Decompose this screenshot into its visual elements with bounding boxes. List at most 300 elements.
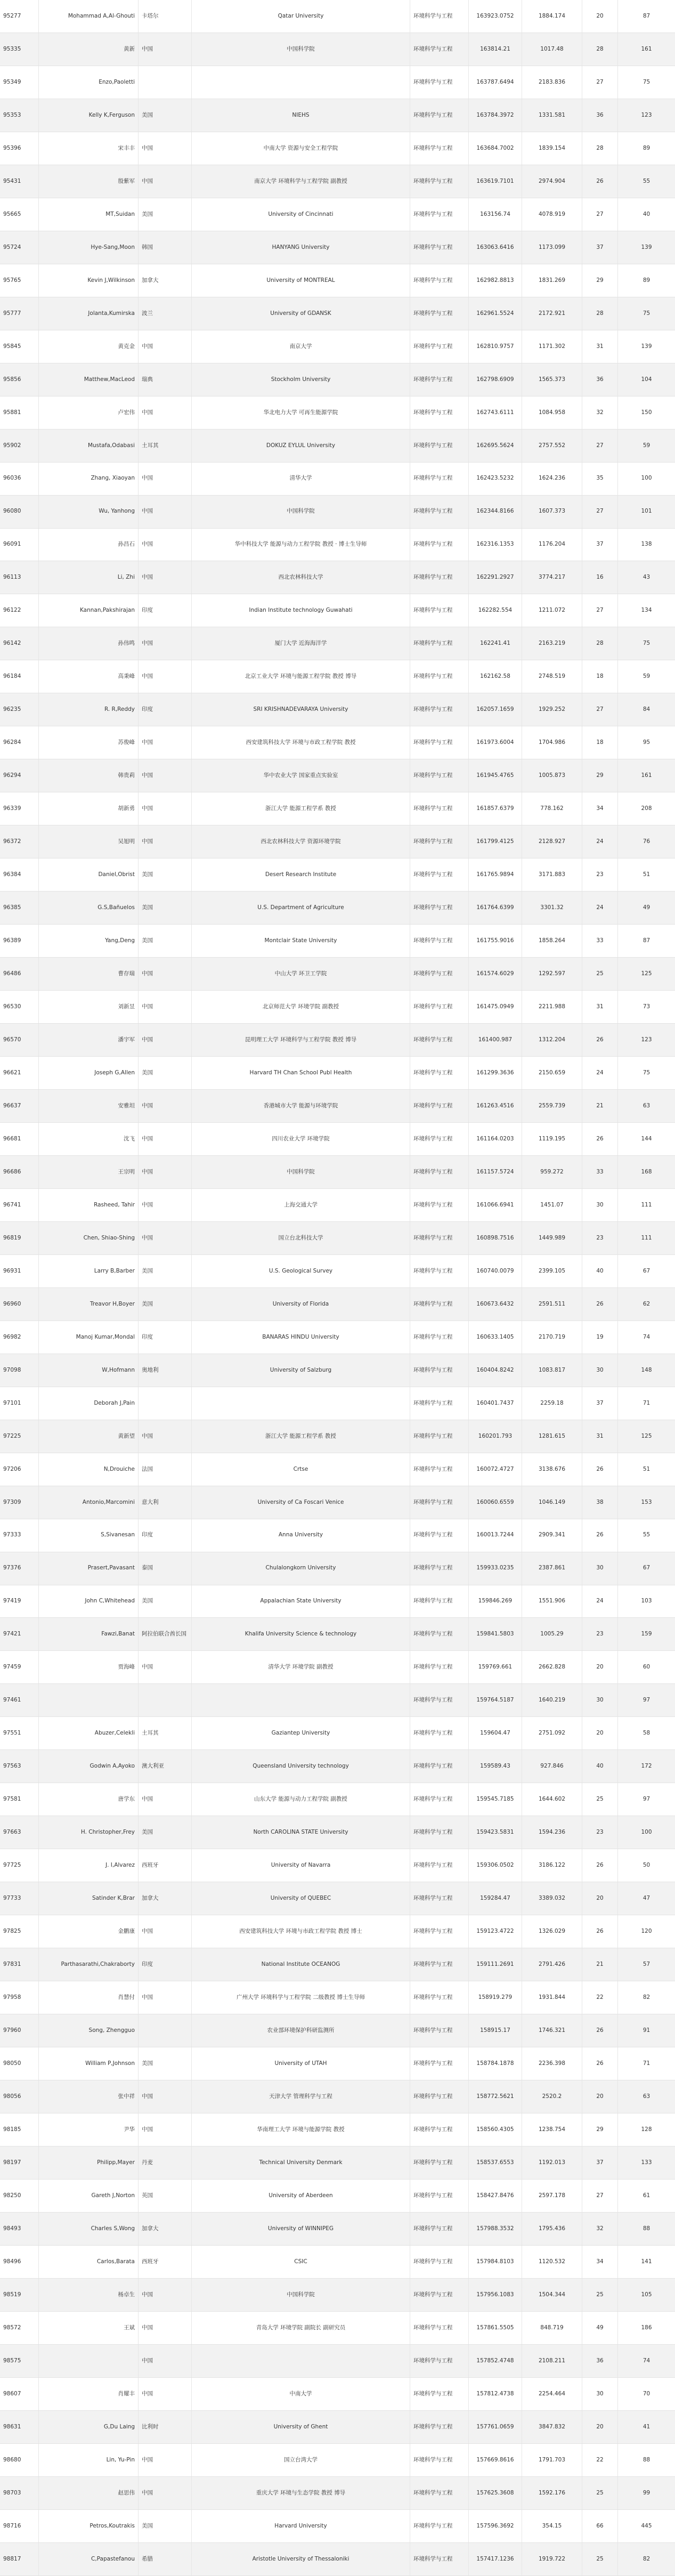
table-row xyxy=(0,2378,675,2411)
country-cell: 中国 xyxy=(139,792,192,825)
row-id-cell: 97461 xyxy=(0,1684,39,1716)
rank-cell: 139 xyxy=(641,244,652,250)
row-id-cell: 95335 xyxy=(0,33,39,66)
rank-cell: 58 xyxy=(643,1730,650,1737)
score-cell: 158537.6553 xyxy=(469,2146,522,2179)
score-cell: 161157.5724 xyxy=(469,1156,522,1188)
h-index-cell: 27 xyxy=(582,198,618,231)
field-cell: 环境科学与工程 xyxy=(410,1750,469,1783)
row-id-cell: 97225 xyxy=(0,1420,39,1453)
rank-cell: 40 xyxy=(643,210,650,217)
country-cell: 加拿大 xyxy=(139,1882,192,1915)
table-row xyxy=(0,1585,675,1618)
scholar-name-cell: Larry B,Barber xyxy=(39,1255,139,1287)
rank-cell: 51 xyxy=(643,871,650,878)
rank-cell: 103 xyxy=(641,1598,652,1605)
field-cell: 环境科学与工程 xyxy=(410,627,469,660)
scholar-name-cell: 黄克金 xyxy=(39,330,139,363)
institution-cell: 香港城市大学 能源与环境学院 xyxy=(192,1090,410,1122)
field-cell: 环境科学与工程 xyxy=(410,1057,469,1089)
institution-cell: Chulalongkorn University xyxy=(192,1552,410,1585)
row-id-cell: 97725 xyxy=(0,1849,39,1882)
citations-cell: 3171.883 xyxy=(522,858,582,891)
field-cell: 环境科学与工程 xyxy=(410,1915,469,1948)
field-cell: 环境科学与工程 xyxy=(410,132,469,165)
field-cell: 环境科学与工程 xyxy=(410,858,469,891)
scholar-name-cell: 刘新昱 xyxy=(39,991,139,1023)
country-cell: 中国 xyxy=(139,2080,192,2113)
field-cell: 环境科学与工程 xyxy=(410,2312,469,2344)
field-cell: 环境科学与工程 xyxy=(410,297,469,330)
institution-cell: 华中农业大学 国家重点实验室 xyxy=(192,759,410,792)
table-row xyxy=(0,2246,675,2279)
country-cell: 泰国 xyxy=(139,1552,192,1585)
h-index-cell: 31 xyxy=(582,1420,618,1453)
scholar-name-cell: Yang,Deng xyxy=(39,925,139,957)
institution-cell xyxy=(192,66,410,99)
citations-cell: 1565.373 xyxy=(522,363,582,396)
score-cell: 162961.5524 xyxy=(469,297,522,330)
citations-cell: 1119.195 xyxy=(522,1123,582,1155)
institution-cell: Aristotle University of Thessaloniki xyxy=(192,2543,410,2575)
h-index-cell: 24 xyxy=(582,1057,618,1089)
h-index-cell: 28 xyxy=(582,33,618,66)
score-cell: 158784.1878 xyxy=(469,2047,522,2080)
country-cell: 丹麦 xyxy=(139,2146,192,2179)
rank-cell: 125 xyxy=(641,1432,652,1439)
rank-cell: 75 xyxy=(643,310,650,317)
country-cell xyxy=(139,2014,192,2047)
country-cell: 美国 xyxy=(139,892,192,924)
field-cell: 环境科学与工程 xyxy=(410,561,469,594)
table-row xyxy=(0,1849,675,1882)
field-cell: 环境科学与工程 xyxy=(410,1618,469,1650)
field-cell: 环境科学与工程 xyxy=(410,2180,469,2212)
scholar-name-cell: 王斌 xyxy=(39,2312,139,2344)
citations-cell: 1238.754 xyxy=(522,2113,582,2146)
score-cell: 158919.279 xyxy=(469,1981,522,2014)
scholar-name-cell: 苏俊峰 xyxy=(39,726,139,759)
score-cell: 163156.74 xyxy=(469,198,522,231)
country-cell: 西班牙 xyxy=(139,2246,192,2278)
institution-cell: BANARAS HINDU University xyxy=(192,1321,410,1354)
institution-cell: 中国科学院 xyxy=(192,496,410,528)
row-id-cell: 96113 xyxy=(0,561,39,594)
field-cell: 环境科学与工程 xyxy=(410,1222,469,1254)
field-cell: 环境科学与工程 xyxy=(410,726,469,759)
score-cell: 162810.9757 xyxy=(469,330,522,363)
scholar-name-cell: Abuzer,Celekli xyxy=(39,1717,139,1749)
citations-cell: 2236.398 xyxy=(522,2047,582,2080)
field-cell: 环境科学与工程 xyxy=(410,1453,469,1486)
institution-cell: 厦门大学 近海海洋学 xyxy=(192,627,410,660)
institution-cell xyxy=(192,1684,410,1716)
field-cell: 环境科学与工程 xyxy=(410,825,469,858)
institution-cell xyxy=(192,1387,410,1420)
field-cell: 环境科学与工程 xyxy=(410,2345,469,2377)
citations-cell: 778.162 xyxy=(522,792,582,825)
table-row xyxy=(0,2146,675,2180)
field-cell: 环境科学与工程 xyxy=(410,1849,469,1882)
citations-cell: 2150.659 xyxy=(522,1057,582,1089)
rank-cell: 134 xyxy=(641,607,652,614)
institution-cell: 广州大学 环境科学与工程学院 二级教授 博士生导师 xyxy=(192,1981,410,2014)
scholar-name-cell: Enzo,Paoletti xyxy=(39,66,139,99)
institution-cell: Anna University xyxy=(192,1519,410,1552)
scholar-name-cell: Treavor H,Boyer xyxy=(39,1288,139,1321)
citations-cell: 354.15 xyxy=(522,2510,582,2542)
citations-cell: 2254.464 xyxy=(522,2378,582,2410)
row-id-cell: 97421 xyxy=(0,1618,39,1650)
score-cell: 158915.17 xyxy=(469,2014,522,2047)
table-row xyxy=(0,1189,675,1222)
rank-cell: 63 xyxy=(643,1102,650,1109)
row-id-cell: 97459 xyxy=(0,1651,39,1683)
field-cell: 环境科学与工程 xyxy=(410,2047,469,2080)
h-index-cell: 26 xyxy=(582,1288,618,1321)
score-cell: 157956.1083 xyxy=(469,2279,522,2311)
citations-cell: 1084.958 xyxy=(522,396,582,429)
citations-cell: 2520.2 xyxy=(522,2080,582,2113)
field-cell: 环境科学与工程 xyxy=(410,1882,469,1915)
table-row xyxy=(0,1321,675,1354)
institution-cell: University of Ca Foscari Venice xyxy=(192,1486,410,1519)
citations-cell: 1858.264 xyxy=(522,925,582,957)
rank-cell: 445 xyxy=(641,2522,652,2529)
h-index-cell: 30 xyxy=(582,1189,618,1221)
field-cell: 环境科学与工程 xyxy=(410,1684,469,1716)
citations-cell: 2757.552 xyxy=(522,430,582,462)
scholar-name-cell: 孙伟鸣 xyxy=(39,627,139,660)
scholar-name-cell: Joseph G,Allen xyxy=(39,1057,139,1089)
table-row xyxy=(0,2279,675,2312)
institution-cell: 农业部环境保护科研监测所 xyxy=(192,2014,410,2047)
scholar-name-cell: 赵思伟 xyxy=(39,2477,139,2509)
country-cell: 中国 xyxy=(139,825,192,858)
institution-cell: University of GDANSK xyxy=(192,297,410,330)
rank-cell: 111 xyxy=(641,1201,652,1208)
country-cell: 加拿大 xyxy=(139,264,192,297)
row-id-cell: 98050 xyxy=(0,2047,39,2080)
field-cell: 环境科学与工程 xyxy=(410,198,469,231)
field-cell: 环境科学与工程 xyxy=(410,1519,469,1552)
country-cell: 美国 xyxy=(139,925,192,957)
scholar-name-cell: Parthasarathi,Chakraborty xyxy=(39,1948,139,1981)
citations-cell: 2597.178 xyxy=(522,2180,582,2212)
rank-cell: 161 xyxy=(641,45,652,52)
table-row xyxy=(0,1156,675,1189)
h-index-cell: 28 xyxy=(582,297,618,330)
citations-cell: 1624.236 xyxy=(522,463,582,495)
scholar-name-cell: J. I,Alvarez xyxy=(39,1849,139,1882)
scholar-name-cell: Jolanta,Kumirska xyxy=(39,297,139,330)
scholar-name-cell: 贾海峰 xyxy=(39,1651,139,1683)
field-cell: 环境科学与工程 xyxy=(410,2279,469,2311)
citations-cell: 3301.32 xyxy=(522,892,582,924)
score-cell: 157861.5505 xyxy=(469,2312,522,2344)
row-id-cell: 98680 xyxy=(0,2444,39,2476)
scholar-name-cell: R. R,Reddy xyxy=(39,693,139,726)
rank-cell: 159 xyxy=(641,1631,652,1638)
rank-cell: 89 xyxy=(643,144,650,151)
country-cell: 中国 xyxy=(139,2444,192,2476)
country-cell: 中国 xyxy=(139,1189,192,1221)
rank-cell: 51 xyxy=(643,1465,650,1472)
field-cell: 环境科学与工程 xyxy=(410,1156,469,1188)
country-cell: 澳大利亚 xyxy=(139,1750,192,1783)
institution-cell: University of WINNIPEG xyxy=(192,2213,410,2245)
scholar-name-cell: Daniel,Obrist xyxy=(39,858,139,891)
table-row xyxy=(0,231,675,264)
country-cell: 中国 xyxy=(139,2312,192,2344)
institution-cell: Montclair State University xyxy=(192,925,410,957)
citations-cell: 959.272 xyxy=(522,1156,582,1188)
field-cell: 环境科学与工程 xyxy=(410,496,469,528)
scholar-name-cell: Mohammad A,Al-Ghouti xyxy=(39,0,139,33)
h-index-cell: 20 xyxy=(582,2411,618,2443)
country-cell: 美国 xyxy=(139,198,192,231)
institution-cell: 西安建筑科技大学 环境与市政工程学院 教授 博士 xyxy=(192,1915,410,1948)
institution-cell: 中国科学院 xyxy=(192,33,410,66)
scholar-name-cell: Mustafa,Odabasi xyxy=(39,430,139,462)
rank-cell: 144 xyxy=(641,1135,652,1142)
country-cell: 韩国 xyxy=(139,231,192,264)
score-cell: 159841.5803 xyxy=(469,1618,522,1650)
row-id-cell: 97563 xyxy=(0,1750,39,1783)
row-id-cell: 96294 xyxy=(0,759,39,792)
row-id-cell: 97419 xyxy=(0,1585,39,1618)
rank-cell: 47 xyxy=(643,1895,650,1902)
h-index-cell: 20 xyxy=(582,1717,618,1749)
institution-cell: Indian Institute technology Guwahati xyxy=(192,594,410,627)
h-index-cell: 25 xyxy=(582,1783,618,1816)
country-cell: 中国 xyxy=(139,726,192,759)
scholar-name-cell: Prasert,Pavasant xyxy=(39,1552,139,1585)
rank-cell: 49 xyxy=(643,904,650,911)
institution-cell: 重庆大学 环境与生态学院 教授 博导 xyxy=(192,2477,410,2509)
rank-cell: 61 xyxy=(643,2192,650,2199)
score-cell: 162316.1353 xyxy=(469,529,522,561)
row-id-cell: 97581 xyxy=(0,1783,39,1816)
score-cell: 158772.5621 xyxy=(469,2080,522,2113)
rank-cell: 50 xyxy=(643,1862,650,1869)
citations-cell: 1326.029 xyxy=(522,1915,582,1948)
scholar-name-cell: G,Du Laing xyxy=(39,2411,139,2443)
rank-cell: 62 xyxy=(643,1300,650,1307)
citations-cell: 1017.48 xyxy=(522,33,582,66)
rank-cell: 139 xyxy=(641,343,652,350)
scholar-name-cell: 王宗明 xyxy=(39,1156,139,1188)
field-cell: 环境科学与工程 xyxy=(410,1816,469,1849)
score-cell: 161799.4125 xyxy=(469,825,522,858)
table-row xyxy=(0,726,675,759)
table-row xyxy=(0,33,675,66)
citations-cell: 1005.873 xyxy=(522,759,582,792)
rank-cell: 67 xyxy=(643,1565,650,1571)
table-row xyxy=(0,264,675,297)
h-index-cell: 32 xyxy=(582,396,618,429)
rank-cell: 105 xyxy=(641,2291,652,2298)
institution-cell: Crtse xyxy=(192,1453,410,1486)
citations-cell: 1839.154 xyxy=(522,132,582,165)
h-index-cell: 37 xyxy=(582,1387,618,1420)
score-cell: 157852.4748 xyxy=(469,2345,522,2377)
h-index-cell: 25 xyxy=(582,2543,618,2575)
row-id-cell: 95277 xyxy=(0,0,39,33)
h-index-cell: 27 xyxy=(582,693,618,726)
country-cell: 美国 xyxy=(139,1816,192,1849)
row-id-cell: 97098 xyxy=(0,1354,39,1387)
institution-cell: 华北电力大学 可再生能源学院 xyxy=(192,396,410,429)
institution-cell: HANYANG University xyxy=(192,231,410,264)
score-cell: 162344.8166 xyxy=(469,496,522,528)
row-id-cell: 95349 xyxy=(0,66,39,99)
country-cell: 意大利 xyxy=(139,1486,192,1519)
country-cell: 中国 xyxy=(139,1090,192,1122)
rank-cell: 82 xyxy=(643,2555,650,2562)
score-cell: 159764.5187 xyxy=(469,1684,522,1716)
institution-cell: 国立台北科技大学 xyxy=(192,1222,410,1254)
score-cell: 158560.4305 xyxy=(469,2113,522,2146)
rank-cell: 186 xyxy=(641,2324,652,2331)
field-cell: 环境科学与工程 xyxy=(410,430,469,462)
score-cell: 157669.8616 xyxy=(469,2444,522,2476)
citations-cell: 1504.344 xyxy=(522,2279,582,2311)
h-index-cell: 23 xyxy=(582,1618,618,1650)
country-cell xyxy=(139,66,192,99)
country-cell: 印度 xyxy=(139,1321,192,1354)
score-cell: 161973.6004 xyxy=(469,726,522,759)
field-cell: 环境科学与工程 xyxy=(410,1420,469,1453)
table-row xyxy=(0,1552,675,1585)
field-cell: 环境科学与工程 xyxy=(410,2146,469,2179)
institution-cell: 中山大学 环卫工学院 xyxy=(192,958,410,990)
field-cell: 环境科学与工程 xyxy=(410,2444,469,2476)
institution-cell: University of Cincinnati xyxy=(192,198,410,231)
field-cell: 环境科学与工程 xyxy=(410,1486,469,1519)
row-id-cell: 96686 xyxy=(0,1156,39,1188)
row-id-cell: 95431 xyxy=(0,165,39,198)
table-row xyxy=(0,1387,675,1420)
h-index-cell: 36 xyxy=(582,2345,618,2377)
scholar-name-cell: S,Sivanesan xyxy=(39,1519,139,1552)
field-cell: 环境科学与工程 xyxy=(410,264,469,297)
country-cell: 中国 xyxy=(139,463,192,495)
scholar-name-cell: 胡新勇 xyxy=(39,792,139,825)
score-cell: 157761.0659 xyxy=(469,2411,522,2443)
country-cell: 中国 xyxy=(139,1024,192,1056)
institution-cell: SRI KRISHNADEVARAYA University xyxy=(192,693,410,726)
h-index-cell: 26 xyxy=(582,2014,618,2047)
table-row xyxy=(0,1057,675,1090)
rank-cell: 59 xyxy=(643,673,650,680)
table-row xyxy=(0,496,675,529)
field-cell: 环境科学与工程 xyxy=(410,1288,469,1321)
country-cell: 中国 xyxy=(139,1981,192,2014)
table-row xyxy=(0,132,675,165)
score-cell: 163787.6494 xyxy=(469,66,522,99)
rank-cell: 88 xyxy=(643,2456,650,2463)
rank-cell: 59 xyxy=(643,442,650,449)
country-cell: 美国 xyxy=(139,99,192,132)
score-cell: 162695.5624 xyxy=(469,430,522,462)
field-cell: 环境科学与工程 xyxy=(410,925,469,957)
country-cell: 英国 xyxy=(139,2180,192,2212)
row-id-cell: 98817 xyxy=(0,2543,39,2575)
rank-cell: 120 xyxy=(641,1928,652,1935)
rank-cell: 91 xyxy=(643,2027,650,2034)
row-id-cell: 97309 xyxy=(0,1486,39,1519)
institution-cell: 清华大学 环境学院 副教授 xyxy=(192,1651,410,1683)
score-cell: 159111.2691 xyxy=(469,1948,522,1981)
score-cell: 161765.9894 xyxy=(469,858,522,891)
rank-cell: 123 xyxy=(641,111,652,118)
field-cell: 环境科学与工程 xyxy=(410,1948,469,1981)
score-cell: 157988.3532 xyxy=(469,2213,522,2245)
country-cell: 美国 xyxy=(139,2047,192,2080)
table-row xyxy=(0,0,675,33)
score-cell: 161574.6029 xyxy=(469,958,522,990)
row-id-cell: 96142 xyxy=(0,627,39,660)
rank-cell: 150 xyxy=(641,409,652,416)
table-row xyxy=(0,1288,675,1321)
h-index-cell: 29 xyxy=(582,2113,618,2146)
citations-cell: 3847.832 xyxy=(522,2411,582,2443)
citations-cell: 2791.426 xyxy=(522,1948,582,1981)
rank-cell: 84 xyxy=(643,706,650,713)
scholar-name-cell: 韩贵莉 xyxy=(39,759,139,792)
row-id-cell: 96235 xyxy=(0,693,39,726)
field-cell: 环境科学与工程 xyxy=(410,2113,469,2146)
row-id-cell: 95881 xyxy=(0,396,39,429)
institution-cell: 国立台湾大学 xyxy=(192,2444,410,2476)
country-cell: 印度 xyxy=(139,1948,192,1981)
institution-cell: University of Salzburg xyxy=(192,1354,410,1387)
country-cell: 卡塔尔 xyxy=(139,0,192,33)
citations-cell: 2662.828 xyxy=(522,1651,582,1683)
score-cell: 162743.6111 xyxy=(469,396,522,429)
citations-cell: 1929.252 xyxy=(522,693,582,726)
field-cell: 环境科学与工程 xyxy=(410,660,469,693)
field-cell: 环境科学与工程 xyxy=(410,1123,469,1155)
rank-cell: 74 xyxy=(643,2357,650,2364)
row-id-cell: 97206 xyxy=(0,1453,39,1486)
table-row xyxy=(0,991,675,1024)
citations-cell: 1640.219 xyxy=(522,1684,582,1716)
field-cell: 环境科学与工程 xyxy=(410,165,469,198)
institution-cell: Stockholm University xyxy=(192,363,410,396)
table-row xyxy=(0,1684,675,1717)
institution-cell: 北京师范大学 环境学院 副教授 xyxy=(192,991,410,1023)
table-row xyxy=(0,1486,675,1519)
rank-cell: 55 xyxy=(643,1532,650,1538)
score-cell: 162982.8813 xyxy=(469,264,522,297)
score-cell: 159933.0235 xyxy=(469,1552,522,1585)
h-index-cell: 26 xyxy=(582,1849,618,1882)
table-row xyxy=(0,693,675,726)
score-cell: 162057.1659 xyxy=(469,693,522,726)
scholar-name-cell: 宋丰丰 xyxy=(39,132,139,165)
country-cell: 中国 xyxy=(139,958,192,990)
table-row xyxy=(0,925,675,958)
country-cell: 西班牙 xyxy=(139,1849,192,1882)
row-id-cell: 96372 xyxy=(0,825,39,858)
institution-cell: Appalachian State University xyxy=(192,1585,410,1618)
field-cell: 环境科学与工程 xyxy=(410,1585,469,1618)
h-index-cell: 49 xyxy=(582,2312,618,2344)
country-cell: 中国 xyxy=(139,660,192,693)
citations-cell: 1795.436 xyxy=(522,2213,582,2245)
